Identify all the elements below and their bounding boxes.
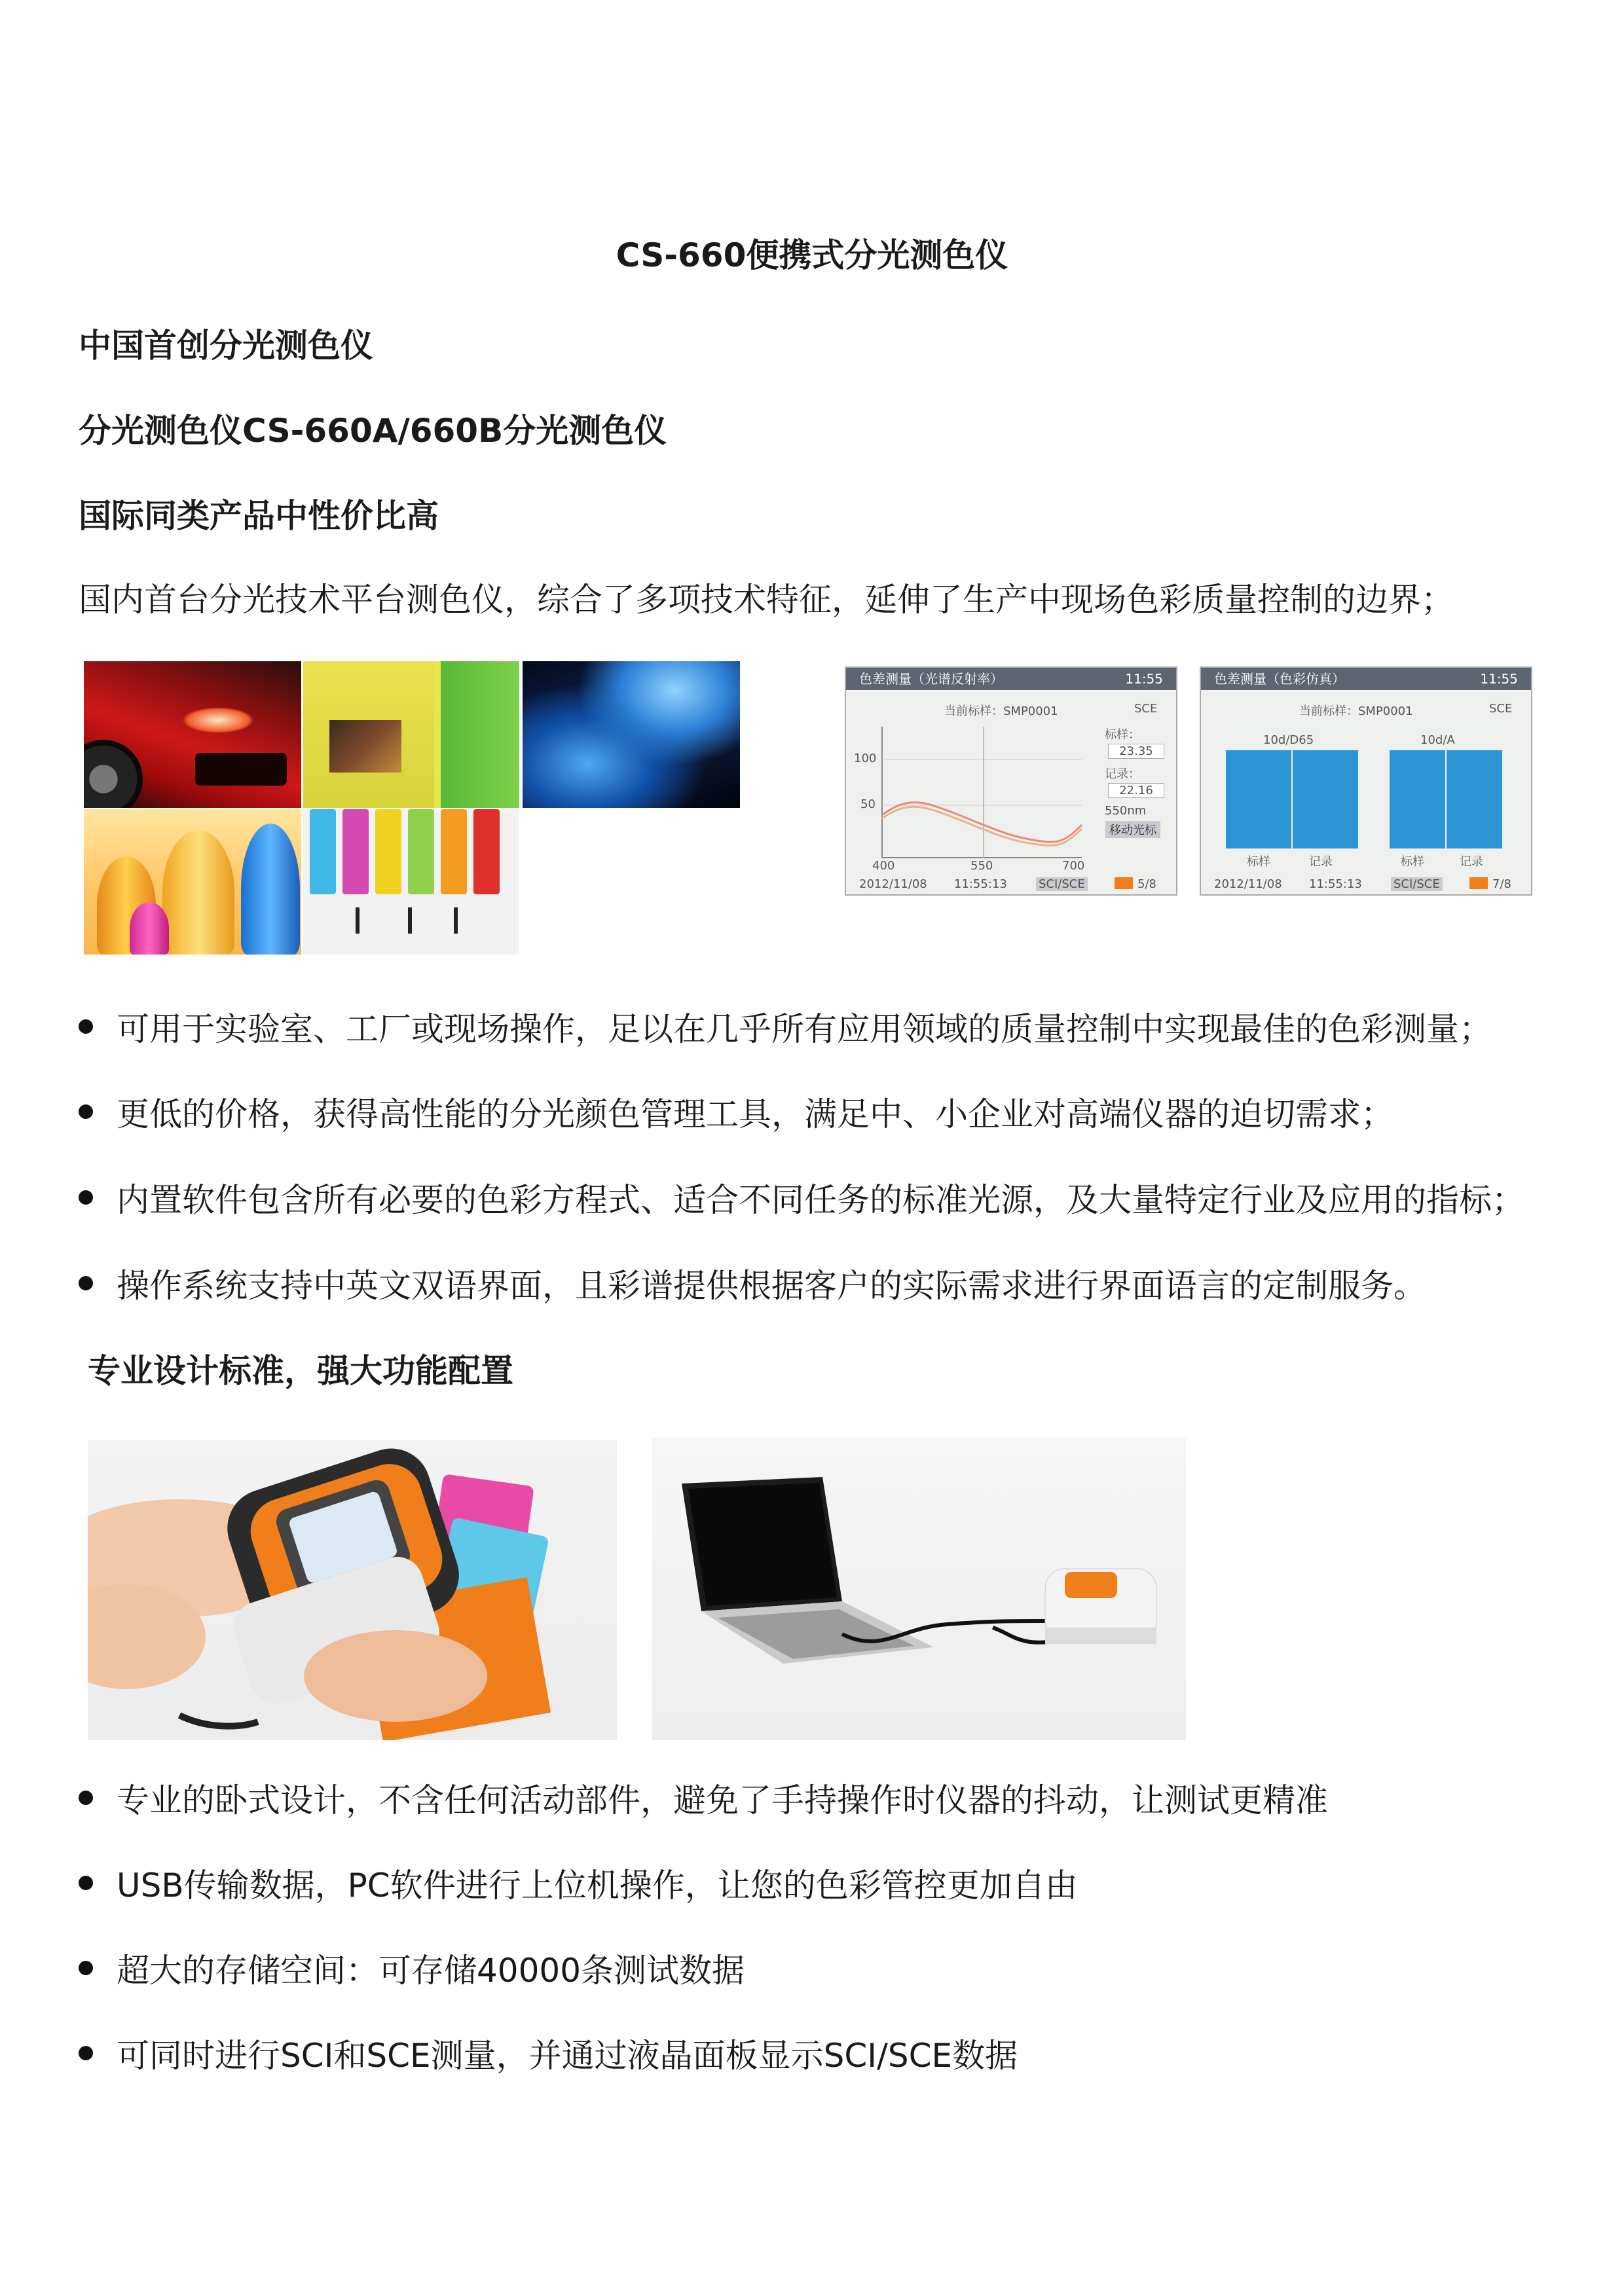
wavelength-readout: 550nm bbox=[1105, 804, 1147, 818]
handheld-colorimeter-photo bbox=[88, 1440, 617, 1740]
bullet-text: 更低的价格，获得高性能的分光颜色管理工具，满足中、小企业对高端仪器的迫切需求； bbox=[117, 1095, 1393, 1133]
heading-first-domestic: 中国首创分光测色仪 bbox=[79, 327, 373, 365]
std-color-swatch-left bbox=[1226, 750, 1291, 848]
bullet-dot-icon bbox=[79, 2046, 93, 2060]
screen1-sci-sce-button[interactable]: SCI/SCE bbox=[1036, 877, 1088, 891]
screen1-target: 当前标样：SMP0001 bbox=[944, 704, 1058, 718]
color-swatches-photo bbox=[303, 809, 519, 955]
left-illuminant-label: 10d/D65 bbox=[1263, 733, 1314, 747]
screen2-battery-icon bbox=[1469, 877, 1488, 889]
feature-bullet bbox=[79, 1260, 1426, 1307]
spectral-reflectance-screen bbox=[845, 666, 1177, 896]
laptop-and-desktop-instrument-photo bbox=[652, 1438, 1186, 1740]
swatch-label: 记录 bbox=[1460, 855, 1483, 869]
rec-color-swatch-right bbox=[1447, 750, 1502, 848]
screen2-page: 7/8 bbox=[1492, 877, 1511, 891]
bullet-text: 可用于实验室、工厂或现场操作，足以在几乎所有应用领域的质量控制中实现最佳的色彩测量； bbox=[117, 1010, 1492, 1048]
bullet-text: 专业的卧式设计，不含任何活动部件，避免了手持操作时仪器的抖动，让测试更精准 bbox=[117, 1781, 1328, 1819]
feature-bullet bbox=[79, 2030, 1018, 2077]
intro-paragraph: 国内首台分光技术平台测色仪，综合了多项技术特征，延伸了生产中现场色彩质量控制的边界； bbox=[79, 581, 1454, 619]
bullet-text: 超大的存储空间：可存储40000条测试数据 bbox=[117, 1952, 745, 1990]
screen2-header: 色差测量（色彩仿真） bbox=[1214, 671, 1345, 687]
screen2-sci-sce-button[interactable]: SCI/SCE bbox=[1391, 877, 1443, 891]
swatch-label: 标样 bbox=[1401, 855, 1424, 869]
screen1-battery-icon bbox=[1115, 877, 1133, 889]
x-tick-700: 700 bbox=[1062, 859, 1085, 873]
std-value: 23.35 bbox=[1108, 744, 1164, 759]
screen2-target: 当前标样：SMP0001 bbox=[1299, 704, 1413, 718]
screen2-time: 11:55 bbox=[1480, 671, 1518, 687]
feature-bullet bbox=[79, 1174, 1524, 1221]
std-color-swatch-right bbox=[1390, 750, 1445, 848]
screen1-date: 2012/11/08 bbox=[859, 877, 927, 891]
feature-bullet bbox=[79, 1003, 1492, 1050]
bullet-dot-icon bbox=[79, 1961, 93, 1975]
bullet-text: 内置软件包含所有必要的色彩方程式、适合不同任务的标准光源，及大量特定行业及应用的指标； bbox=[117, 1181, 1524, 1219]
page-title: CS-660便携式分光测色仪 bbox=[616, 236, 1008, 274]
swatch-label: 记录 bbox=[1309, 855, 1333, 869]
red-car-photo bbox=[84, 661, 301, 808]
color-simulation-screen bbox=[1200, 666, 1532, 896]
plastic-pawns-photo bbox=[84, 809, 301, 955]
feature-bullet bbox=[79, 1944, 745, 1992]
bullet-dot-icon bbox=[79, 1876, 93, 1890]
heading-model: 分光测色仪CS-660A/660B分光测色仪 bbox=[79, 412, 667, 450]
bullet-dot-icon bbox=[79, 1276, 93, 1290]
screen1-clock: 11:55:13 bbox=[954, 877, 1007, 891]
rec-value: 22.16 bbox=[1108, 783, 1164, 798]
bullet-text: 可同时进行SCI和SCE测量，并通过液晶面板显示SCI/SCE数据 bbox=[117, 2037, 1018, 2075]
right-illuminant-label: 10d/A bbox=[1420, 733, 1455, 747]
bullet-dot-icon bbox=[79, 1190, 93, 1205]
screen2-mode: SCE bbox=[1489, 702, 1513, 716]
rec-label: 记录： bbox=[1105, 767, 1140, 781]
bullet-text: USB传输数据，PC软件进行上位机操作，让您的色彩管控更加自由 bbox=[117, 1867, 1078, 1904]
move-cursor-button[interactable]: 移动光标 bbox=[1105, 821, 1160, 838]
bullet-dot-icon bbox=[79, 1791, 93, 1805]
swatch-label: 标样 bbox=[1247, 855, 1270, 869]
bullet-text: 操作系统支持中英文双语界面，且彩谱提供根据客户的实际需求进行界面语言的定制服务。 bbox=[117, 1267, 1426, 1305]
screen1-time: 11:55 bbox=[1125, 671, 1163, 687]
screen1-header: 色差测量（光谱反射率） bbox=[859, 671, 1003, 687]
blue-silk-photo bbox=[523, 661, 740, 808]
screen1-page: 5/8 bbox=[1137, 877, 1156, 891]
y-tick-50: 50 bbox=[860, 797, 876, 811]
bullet-dot-icon bbox=[79, 1019, 93, 1034]
printed-books-photo bbox=[303, 661, 519, 808]
std-label: 标样： bbox=[1105, 728, 1140, 742]
x-tick-400: 400 bbox=[872, 859, 895, 873]
y-tick-100: 100 bbox=[854, 752, 877, 765]
screen1-mode: SCE bbox=[1134, 702, 1158, 716]
x-tick-550: 550 bbox=[970, 859, 993, 873]
feature-bullet bbox=[79, 1774, 1328, 1821]
screen2-date: 2012/11/08 bbox=[1214, 877, 1282, 891]
bullet-dot-icon bbox=[79, 1104, 93, 1119]
feature-bullet bbox=[79, 1859, 1078, 1906]
section-heading-design: 专业设计标准，强大功能配置 bbox=[88, 1352, 513, 1390]
feature-bullet bbox=[79, 1088, 1393, 1135]
rec-color-swatch-left bbox=[1293, 750, 1358, 848]
heading-value: 国际同类产品中性价比高 bbox=[79, 497, 439, 535]
screen2-clock: 11:55:13 bbox=[1309, 877, 1362, 891]
